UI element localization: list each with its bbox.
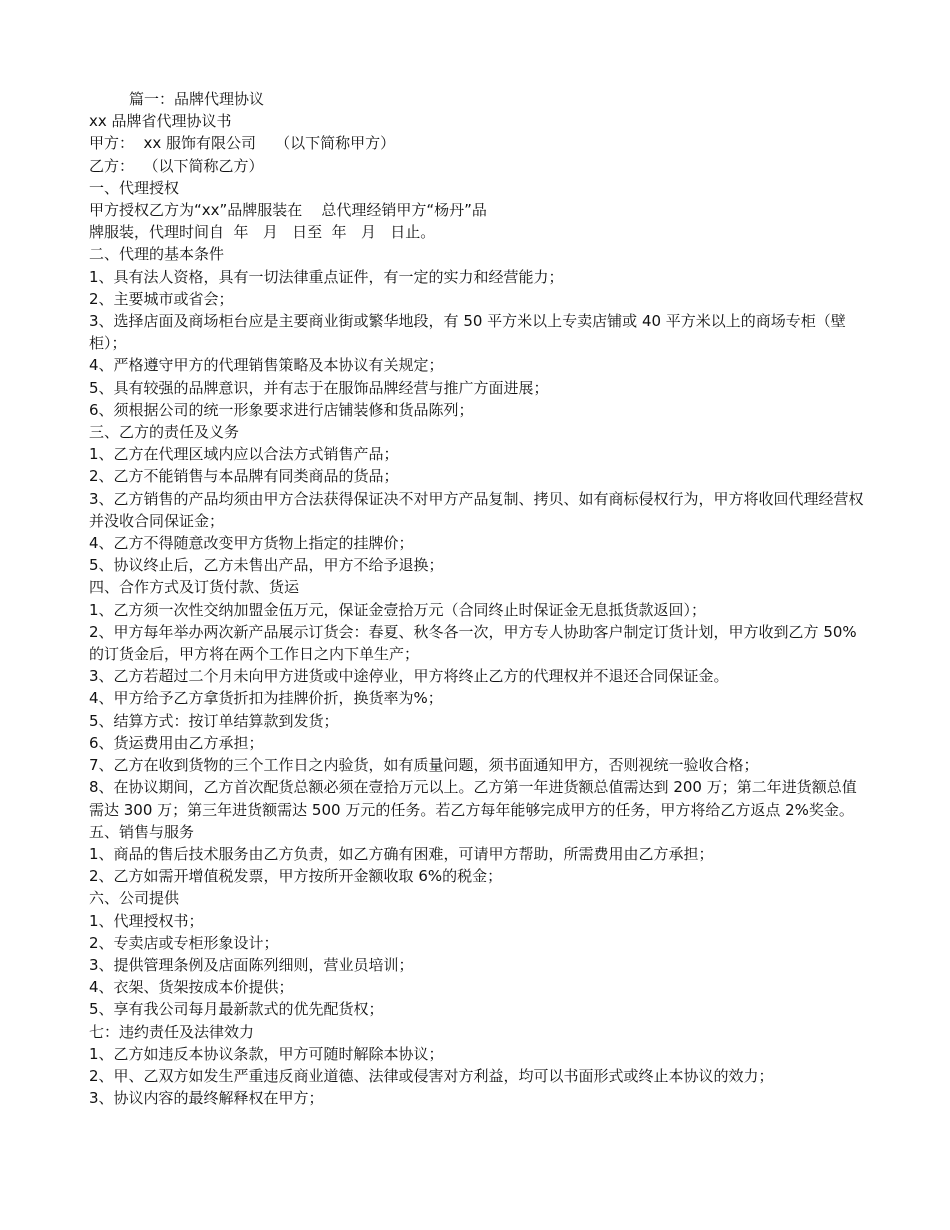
list-item: 3、提供管理条例及店面陈列细则，营业员培训； <box>89 955 414 974</box>
section-heading-6: 六、公司提供 <box>89 889 180 908</box>
party-a-line: 甲方： xx 服饰有限公司 （以下简称甲方） <box>89 134 396 153</box>
agreement-name: xx 品牌省代理协议书 <box>89 112 232 131</box>
list-item: 6、须根据公司的统一形象要求进行店铺装修和货品陈列； <box>89 400 474 419</box>
section-heading-2: 二、代理的基本条件 <box>89 245 225 264</box>
list-item: 5、协议终止后，乙方未售出产品，甲方不给予退换； <box>89 556 444 575</box>
list-item: 6、货运费用由乙方承担； <box>89 733 264 752</box>
list-item: 3、乙方若超过二个月未向甲方进货或中途停业，甲方将终止乙方的代理权并不退还合同保证金。 <box>89 667 729 686</box>
list-item: 4、严格遵守甲方的代理销售策略及本协议有关规定； <box>89 356 444 375</box>
list-item: 5、结算方式：按订单结算款到发货； <box>89 711 339 730</box>
list-item: 2、乙方不能销售与本品牌有同类商品的货品； <box>89 467 399 486</box>
list-item: 1、代理授权书； <box>89 911 204 930</box>
list-item: 3、协议内容的最终解释权在甲方； <box>89 1089 324 1108</box>
list-item: 1、商品的售后技术服务由乙方负责，如乙方确有困难，可请甲方帮助，所需费用由乙方承担； <box>89 844 714 863</box>
list-item: 1、乙方如违反本协议条款，甲方可随时解除本协议； <box>89 1044 444 1063</box>
list-item: 4、衣架、货架按成本价提供； <box>89 978 294 997</box>
list-item: 7、乙方在收到货物的三个工作日之内验货，如有质量问题，须书面通知甲方，否则视统一验收合格； <box>89 756 759 775</box>
section-heading-7: 七：违约责任及法律效力 <box>89 1022 255 1041</box>
list-item: 2、专卖店或专柜形象设计； <box>89 933 279 952</box>
list-item: 2、甲方每年举办两次新产品展示订货会：春夏、秋冬各一次，甲方专人协助客户制定订货计划，甲方收到乙方 50%的订货金后，甲方将在两个工作日之内下单生产； <box>89 622 857 664</box>
section-heading-5: 五、销售与服务 <box>89 822 195 841</box>
document-title: 篇一：品牌代理协议 <box>129 90 265 108</box>
document-body <box>89 88 864 1109</box>
list-item: 8、在协议期间，乙方首次配货总额必须在壹拾万元以上。乙方第一年进货额总值需达到 200 万；第二年进货额总值需达 300 万；第三年进货额需达 500 万元的任务。若乙方每年能够完成甲方的任务，甲方将给乙方返点 2%奖金。 <box>89 778 857 819</box>
list-item: 1、具有法人资格，具有一切法律重点证件，有一定的实力和经营能力； <box>89 267 564 286</box>
section-heading-1: 一、代理授权 <box>89 178 180 197</box>
text-line: 甲方授权乙方为“xx”品牌服装在 总代理经销甲方“杨丹”品 <box>89 201 487 220</box>
list-item: 2、乙方如需开增值税发票，甲方按所开金额收取 6%的税金； <box>89 867 503 886</box>
list-item: 1、乙方在代理区域内应以合法方式销售产品； <box>89 445 399 464</box>
list-item: 2、主要城市或省会； <box>89 289 234 308</box>
list-item: 3、选择店面及商场柜台应是主要商业街或繁华地段，有 50 平方米以上专卖店铺或 40 平方米以上的商场专柜（壁柜）； <box>89 312 846 353</box>
list-item: 4、甲方给予乙方拿货折扣为挂牌价折，换货率为%； <box>89 689 443 708</box>
text-line: 牌服装，代理时间自 年 月 日至 年 月 日止。 <box>89 223 436 242</box>
list-item: 4、乙方不得随意改变甲方货物上指定的挂牌价； <box>89 534 414 553</box>
list-item: 2、甲、乙双方如发生严重违反商业道德、法律或侵害对方利益，均可以书面形式或终止本协议的效力； <box>89 1066 774 1085</box>
section-heading-4: 四、合作方式及订货付款、货运 <box>89 578 300 597</box>
list-item: 1、乙方须一次性交纳加盟金伍万元，保证金壹拾万元（合同终止时保证金无息抵货款返回）； <box>89 600 707 619</box>
list-item: 3、乙方销售的产品均须由甲方合法获得保证决不对甲方产品复制、拷贝、如有商标侵权行为，甲方将收回代理经营权并没收合同保证金； <box>89 489 864 530</box>
list-item: 5、享有我公司每月最新款式的优先配货权； <box>89 1000 384 1019</box>
party-b-line: 乙方： （以下简称乙方） <box>89 156 264 175</box>
list-item: 5、具有较强的品牌意识，并有志于在服饰品牌经营与推广方面进展； <box>89 378 549 397</box>
section-heading-3: 三、乙方的责任及义务 <box>89 423 240 442</box>
